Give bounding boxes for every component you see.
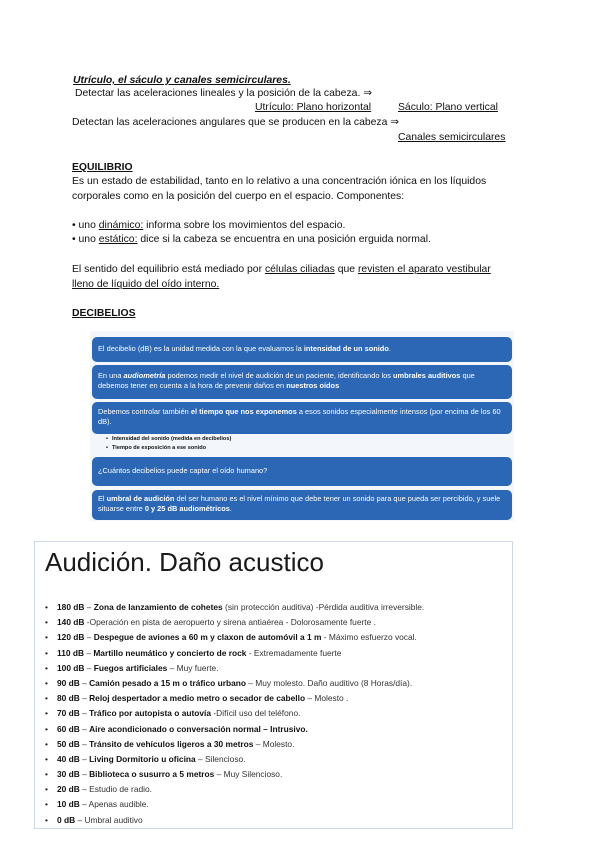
text: En una	[98, 371, 122, 380]
text-underlined: revisten el aparato vestibular	[357, 264, 491, 275]
text: El decibelio (dB) es la unidad medida con la que evaluamos la	[98, 344, 302, 353]
text-bold: intensidad de un sonido	[303, 344, 389, 353]
text: que debemos tener en cuenta a la hora de prevenir daños en	[98, 371, 475, 390]
text-line: Detectar las aceleraciones lineales y la posición de la cabeza. ⇒	[75, 88, 372, 99]
decibelios-slide	[90, 331, 514, 521]
text: a esos sonidos especialmente intensos (por encima de los 60 dB).	[98, 407, 501, 426]
text: podemos medir el nivel de audición de un paciente, identificando los	[167, 371, 391, 380]
term-estatico: estático:	[98, 234, 138, 245]
list-item: • 90 dB – Camión pesado a 15 m o tráfico urbano – Muy molesto. Daño auditivo (8 Horas/día).	[43, 676, 424, 691]
list-item: • 80 dB – Reloj despertador a medio metro o secador de cabello – Molesto .	[43, 691, 424, 706]
list-item: • 10 dB – Apenas audible.	[43, 797, 424, 812]
text-bold: umbral de audición	[106, 494, 175, 503]
panel-title: Audición. Daño acustico	[45, 547, 324, 577]
list-item: • 70 dB – Tráfico por autopista o autovía -Difícil uso del teléfono.	[43, 706, 424, 721]
text-bold: el tiempo que nos exponemos	[190, 407, 297, 416]
term-celulas-ciliadas: células ciliadas	[264, 264, 335, 275]
bullet-dinamico	[72, 219, 345, 232]
text: .	[388, 344, 391, 353]
paragraph-line: corporales como en la posición del cuerpo en el espacio. Componentes:	[72, 191, 405, 202]
text: Debemos controlar también	[98, 407, 189, 416]
info-bar-audiometria	[92, 365, 512, 399]
bullet-prefix: • uno	[72, 220, 96, 231]
noise-level-list	[43, 600, 424, 828]
text-line: Detectan las aceleraciones angulares que se producen en la cabeza ⇒	[72, 117, 399, 128]
bullet-prefix: • uno	[72, 234, 96, 245]
text-saculo-plane: Sáculo: Plano vertical	[398, 102, 498, 113]
heading-decibelios: DECIBELIOS	[72, 308, 136, 319]
heading-equilibrio: EQUILIBRIO	[72, 162, 133, 173]
info-bar-question	[92, 457, 512, 486]
text: .	[229, 504, 232, 513]
paragraph-line: lleno de líquido del oído interno.	[72, 279, 220, 290]
sub-bullet: • Tiempo de exposición a ese sonido	[106, 445, 206, 452]
text: que	[337, 264, 356, 275]
list-item: • 0 dB – Umbral auditivo	[43, 813, 424, 828]
text-canales: Canales semicirculares	[398, 132, 506, 143]
info-bar-decibelio	[92, 337, 512, 362]
paragraph-line	[72, 263, 491, 276]
paragraph-line: Es un estado de estabilidad, tanto en lo relativo a una concentración iónica en los líquidos	[72, 176, 487, 187]
text-bold: 0 y 25 dB audiométricos	[144, 504, 230, 513]
text-bold: nuestros oídos	[286, 381, 340, 390]
list-item: • 100 dB – Fuegos artificiales – Muy fuerte.	[43, 661, 424, 676]
list-item: • 50 dB – Tránsito de vehículos ligeros a 30 metros – Molesto.	[43, 737, 424, 752]
text: El sentido del equilibrio está mediado por	[72, 264, 263, 275]
list-item: • 120 dB – Despegue de aviones a 60 m y claxon de automóvil a 1 m - Máximo esfuerzo vocal.	[43, 630, 424, 645]
text: del ser humano es el nivel mínimo que debe tener un sonido para que pueda ser percibido, y suele situarse entre	[98, 494, 501, 513]
text-utriculo-plane: Utrículo: Plano horizontal	[255, 102, 372, 113]
bullet-text: dice si la cabeza se encuentra en una posición erguida normal.	[140, 234, 431, 245]
audicion-panel	[34, 541, 513, 829]
term-dinamico: dinámico:	[98, 220, 144, 231]
info-bar-umbral	[92, 490, 512, 520]
list-item: • 140 dB -Operación en pista de aeropuerto y sirena antiaérea - Dolorosamente fuerte .	[43, 615, 424, 630]
section-title-utriculo: Utrículo, el sáculo y canales semicirculares.	[73, 75, 291, 86]
info-bar-exposicion	[92, 402, 512, 434]
text-bold: umbrales auditivos	[393, 371, 461, 380]
text: ¿Cuántos decibelios puede captar el oído humano?	[98, 466, 268, 475]
list-item: • 60 dB – Aire acondicionado o conversación normal – Intrusivo.	[43, 722, 424, 737]
bullet-estatico	[72, 233, 431, 246]
bullet-text: informa sobre los movimientos del espacio.	[146, 220, 346, 231]
list-item: • 180 dB – Zona de lanzamiento de cohetes (sin protección auditiva) -Pérdida auditiva irreversible.	[43, 600, 424, 615]
text: El	[98, 494, 105, 503]
text-italic: audiometría	[123, 371, 166, 380]
list-item: • 20 dB – Estudio de radio.	[43, 782, 424, 797]
list-item: • 30 dB – Biblioteca o susurro a 5 metros – Muy Silencioso.	[43, 767, 424, 782]
sub-bullet: • Intensidad del sonido (medida en decibelios)	[106, 436, 231, 443]
list-item: • 110 dB – Martillo neumático y concierto de rock - Extremadamente fuerte	[43, 646, 424, 661]
list-item: • 40 dB – Living Dormitorio u oficina – Silencioso.	[43, 752, 424, 767]
